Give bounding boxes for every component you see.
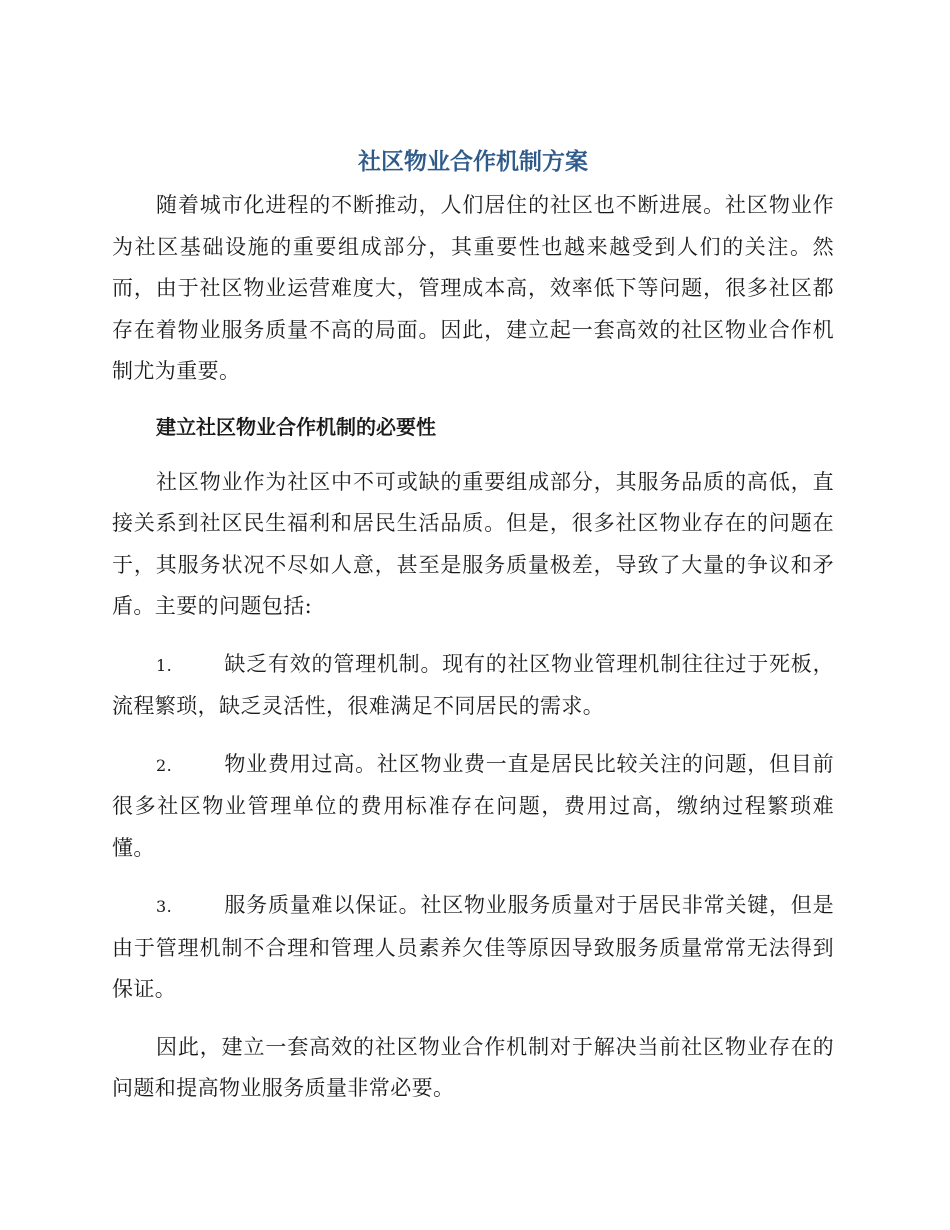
list-item	[112, 885, 834, 1011]
list-item-number: 3.	[156, 897, 173, 916]
document-page	[112, 145, 834, 1110]
list-item	[112, 744, 834, 870]
section-heading: 建立社区物业合作机制的必要性	[156, 414, 436, 439]
list-item	[112, 644, 834, 728]
list-item-number: 2.	[156, 755, 173, 775]
list-item-text: 服务质量难以保证。社区物业服务质量对于居民非常关键，但是由于管理机制不合理和管理人员素养欠佳等原因导致服务质量常常无法得到保证。	[112, 893, 834, 1001]
section-paragraph: 社区物业作为社区中不可或缺的重要组成部分，其服务品质的高低，直接关系到社区民生福利和居民生活品质。但是，很多社区物业存在的问题在于，其服务状况不尽如人意，甚至是服务质量极差，导致了大量的争议和矛盾。主要的问题包括:	[112, 469, 834, 618]
list-item-number: 1.	[156, 655, 173, 675]
document-title: 社区物业合作机制方案	[358, 149, 588, 175]
conclusion-paragraph: 因此，建立一套高效的社区物业合作机制对于解决当前社区物业存在的问题和提高物业服务质量非常必要。	[112, 1034, 834, 1100]
list-item-text: 物业费用过高。社区物业费一直是居民比较关注的问题，但目前很多社区物业管理单位的费用标准存在问题，费用过高，缴纳过程繁琐难懂。	[112, 751, 834, 860]
intro-paragraph: 随着城市化进程的不断推动，人们居住的社区也不断进展。社区物业作为社区基础设施的重要组成部分，其重要性也越来越受到人们的关注。然而，由于社区物业运营难度大，管理成本高，效率低下等问题，很多社区都存在着物业服务质量不高的局面。因此，建立起一套高效的社区物业合作机制尤为重要。	[112, 193, 834, 383]
list-item-text: 缺乏有效的管理机制。现有的社区物业管理机制往往过于死板，流程繁琐，缺乏灵活性，很难满足不同居民的需求。	[112, 651, 834, 718]
